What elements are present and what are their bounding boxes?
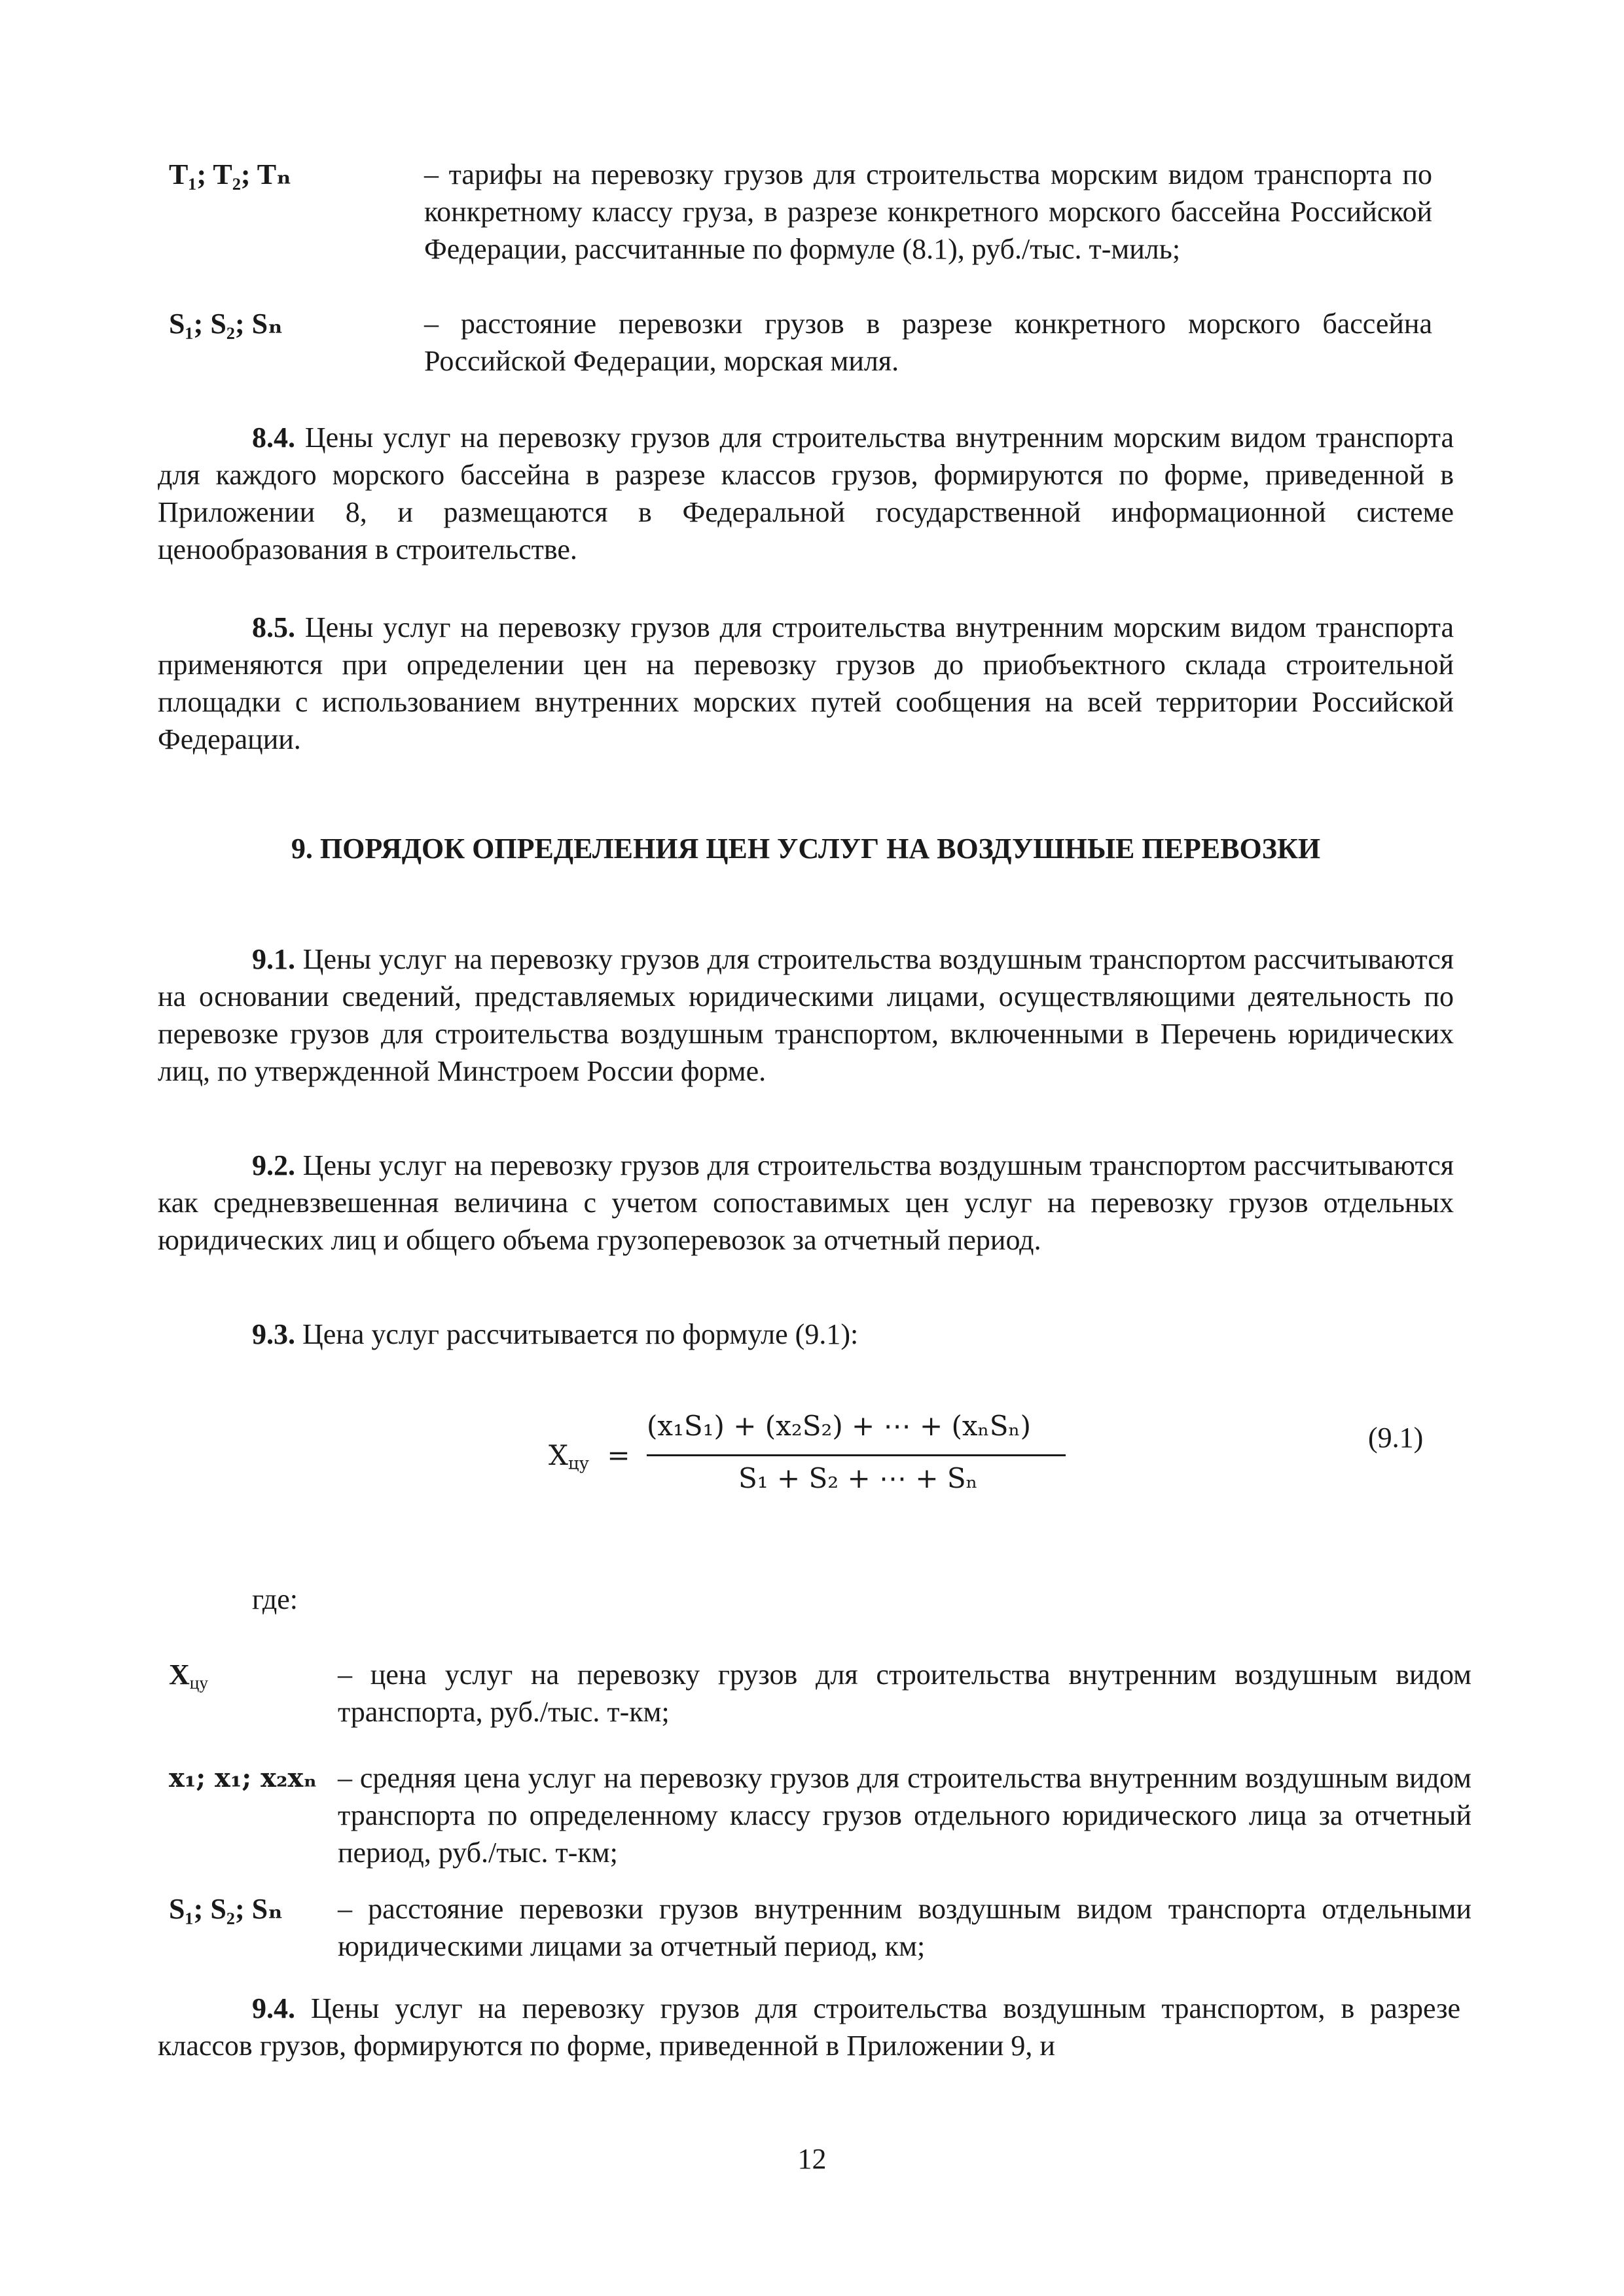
- definition-text: – средняя цена услуг на перевозку грузов для строительства внутренним воздушным видом транспорта по определенному классу грузов отдельного юридического лица за отчетный период, руб./тыс. т-км;: [338, 1762, 1471, 1869]
- definition-term: [169, 1656, 208, 1693]
- paragraph-text: Цены услуг на перевозку грузов для строительства воздушным транспортом рассчитываются на основании сведений, представляемых юридическими лицами, осуществляющими деятельность по перевозке грузов для строительства воздушным транспортом, включенными в Перечень юридических лиц, по утвержденной Минстроем России форме.: [158, 943, 1454, 1087]
- formula-denominator: S₁ + S₂ + ⋯ + Sₙ: [738, 1462, 978, 1494]
- formula-equals: =: [607, 1439, 630, 1471]
- fraction-bar: [647, 1454, 1066, 1456]
- paragraph-8-5: [158, 609, 1454, 758]
- paragraph-number: 8.5.: [252, 611, 295, 643]
- section-heading: 9. ПОРЯДОК ОПРЕДЕЛЕНИЯ ЦЕН УСЛУГ НА ВОЗДУШНЫЕ ПЕРЕВОЗКИ: [291, 833, 1321, 865]
- where-label: где:: [252, 1583, 298, 1615]
- definition-term: S₁; S₂; Sₙ: [169, 1893, 283, 1925]
- definition-text: – расстояние перевозки грузов внутренним воздушным видом транспорта отдельными юридическими лицами за отчетный период, км;: [338, 1893, 1471, 1962]
- paragraph-number: 9.1.: [252, 943, 295, 975]
- paragraph-number: 8.4.: [252, 422, 295, 454]
- paragraph-text: Цены услуг на перевозку грузов для строительства внутренним морским видом транспорта для каждого морского бассейна в разрезе классов грузов, формируются по форме, приведенной в Приложении 8, и размещаются в Федеральной государственной информационной системе ценообразования в строительстве.: [158, 422, 1454, 565]
- definition-text: – тарифы на перевозку грузов для строительства морским видом транспорта по конкретному классу груза, в разрезе конкретного морского бассейна Российской Федерации, рассчитанные по формуле (8.1), руб./тыс. т-миль;: [424, 158, 1432, 265]
- paragraph-text: Цены услуг на перевозку грузов для строительства воздушным транспортом, в разрезе классов грузов, формируются по форме, приведенной в Приложении 9, и: [158, 1992, 1460, 2062]
- paragraph-text: Цена услуг рассчитывается по формуле (9.1):: [295, 1318, 859, 1350]
- definition-term: S₁; S₂; Sₙ: [169, 308, 283, 340]
- definition-term: x₁; x₁; x₂xₙ: [169, 1763, 317, 1793]
- paragraph-9-3: [158, 1316, 1454, 1353]
- definition-text: – расстояние перевозки грузов в разрезе конкретного морского бассейна Российской Федерации, морская миля.: [424, 308, 1432, 377]
- paragraph-number: 9.4.: [252, 1992, 295, 2024]
- bottom-definitions: [169, 1656, 1471, 1970]
- paragraph-text: Цены услуг на перевозку грузов для строительства внутренним морским видом транспорта применяются при определении цен на перевозку грузов до приобъектного склада строительной площадки с использованием внутренних морских путей сообщения на всей территории Российской Федерации.: [158, 611, 1454, 755]
- formula-lhs-subscript: цу: [568, 1454, 589, 1474]
- paragraph-9-4: [158, 1990, 1460, 2064]
- paragraph-number: 9.3.: [252, 1318, 295, 1350]
- definition-term: T₁; T₂; Tₙ: [169, 158, 291, 190]
- definition-term-symbol: X: [169, 1659, 190, 1691]
- formula-lhs: [549, 1437, 630, 1474]
- definition-text: – цена услуг на перевозку грузов для строительства внутренним воздушным видом транспорта, руб./тыс. т-км;: [338, 1659, 1471, 1728]
- page-number: 12: [797, 2143, 827, 2175]
- paragraph-9-1: [158, 941, 1454, 1090]
- top-definitions: [169, 156, 1432, 391]
- paragraph-number: 9.2.: [252, 1149, 295, 1181]
- paragraph-9-2: [158, 1147, 1454, 1259]
- formula-number: (9.1): [1368, 1422, 1424, 1454]
- definition-term-subscript: цу: [189, 1672, 209, 1693]
- formula-lhs-symbol: X: [549, 1439, 568, 1471]
- formula-9-1: [549, 1407, 1072, 1518]
- formula-numerator: (x₁S₁) + (x₂S₂) + ⋯ + (xₙSₙ): [647, 1410, 1032, 1442]
- paragraph-text: Цены услуг на перевозку грузов для строительства воздушным транспортом рассчитываются как средневзвешенная величина с учетом сопоставимых цен услуг на перевозку грузов отдельных юридических лиц и общего объема грузоперевозок за отчетный период.: [158, 1149, 1454, 1256]
- paragraph-8-4: [158, 419, 1454, 568]
